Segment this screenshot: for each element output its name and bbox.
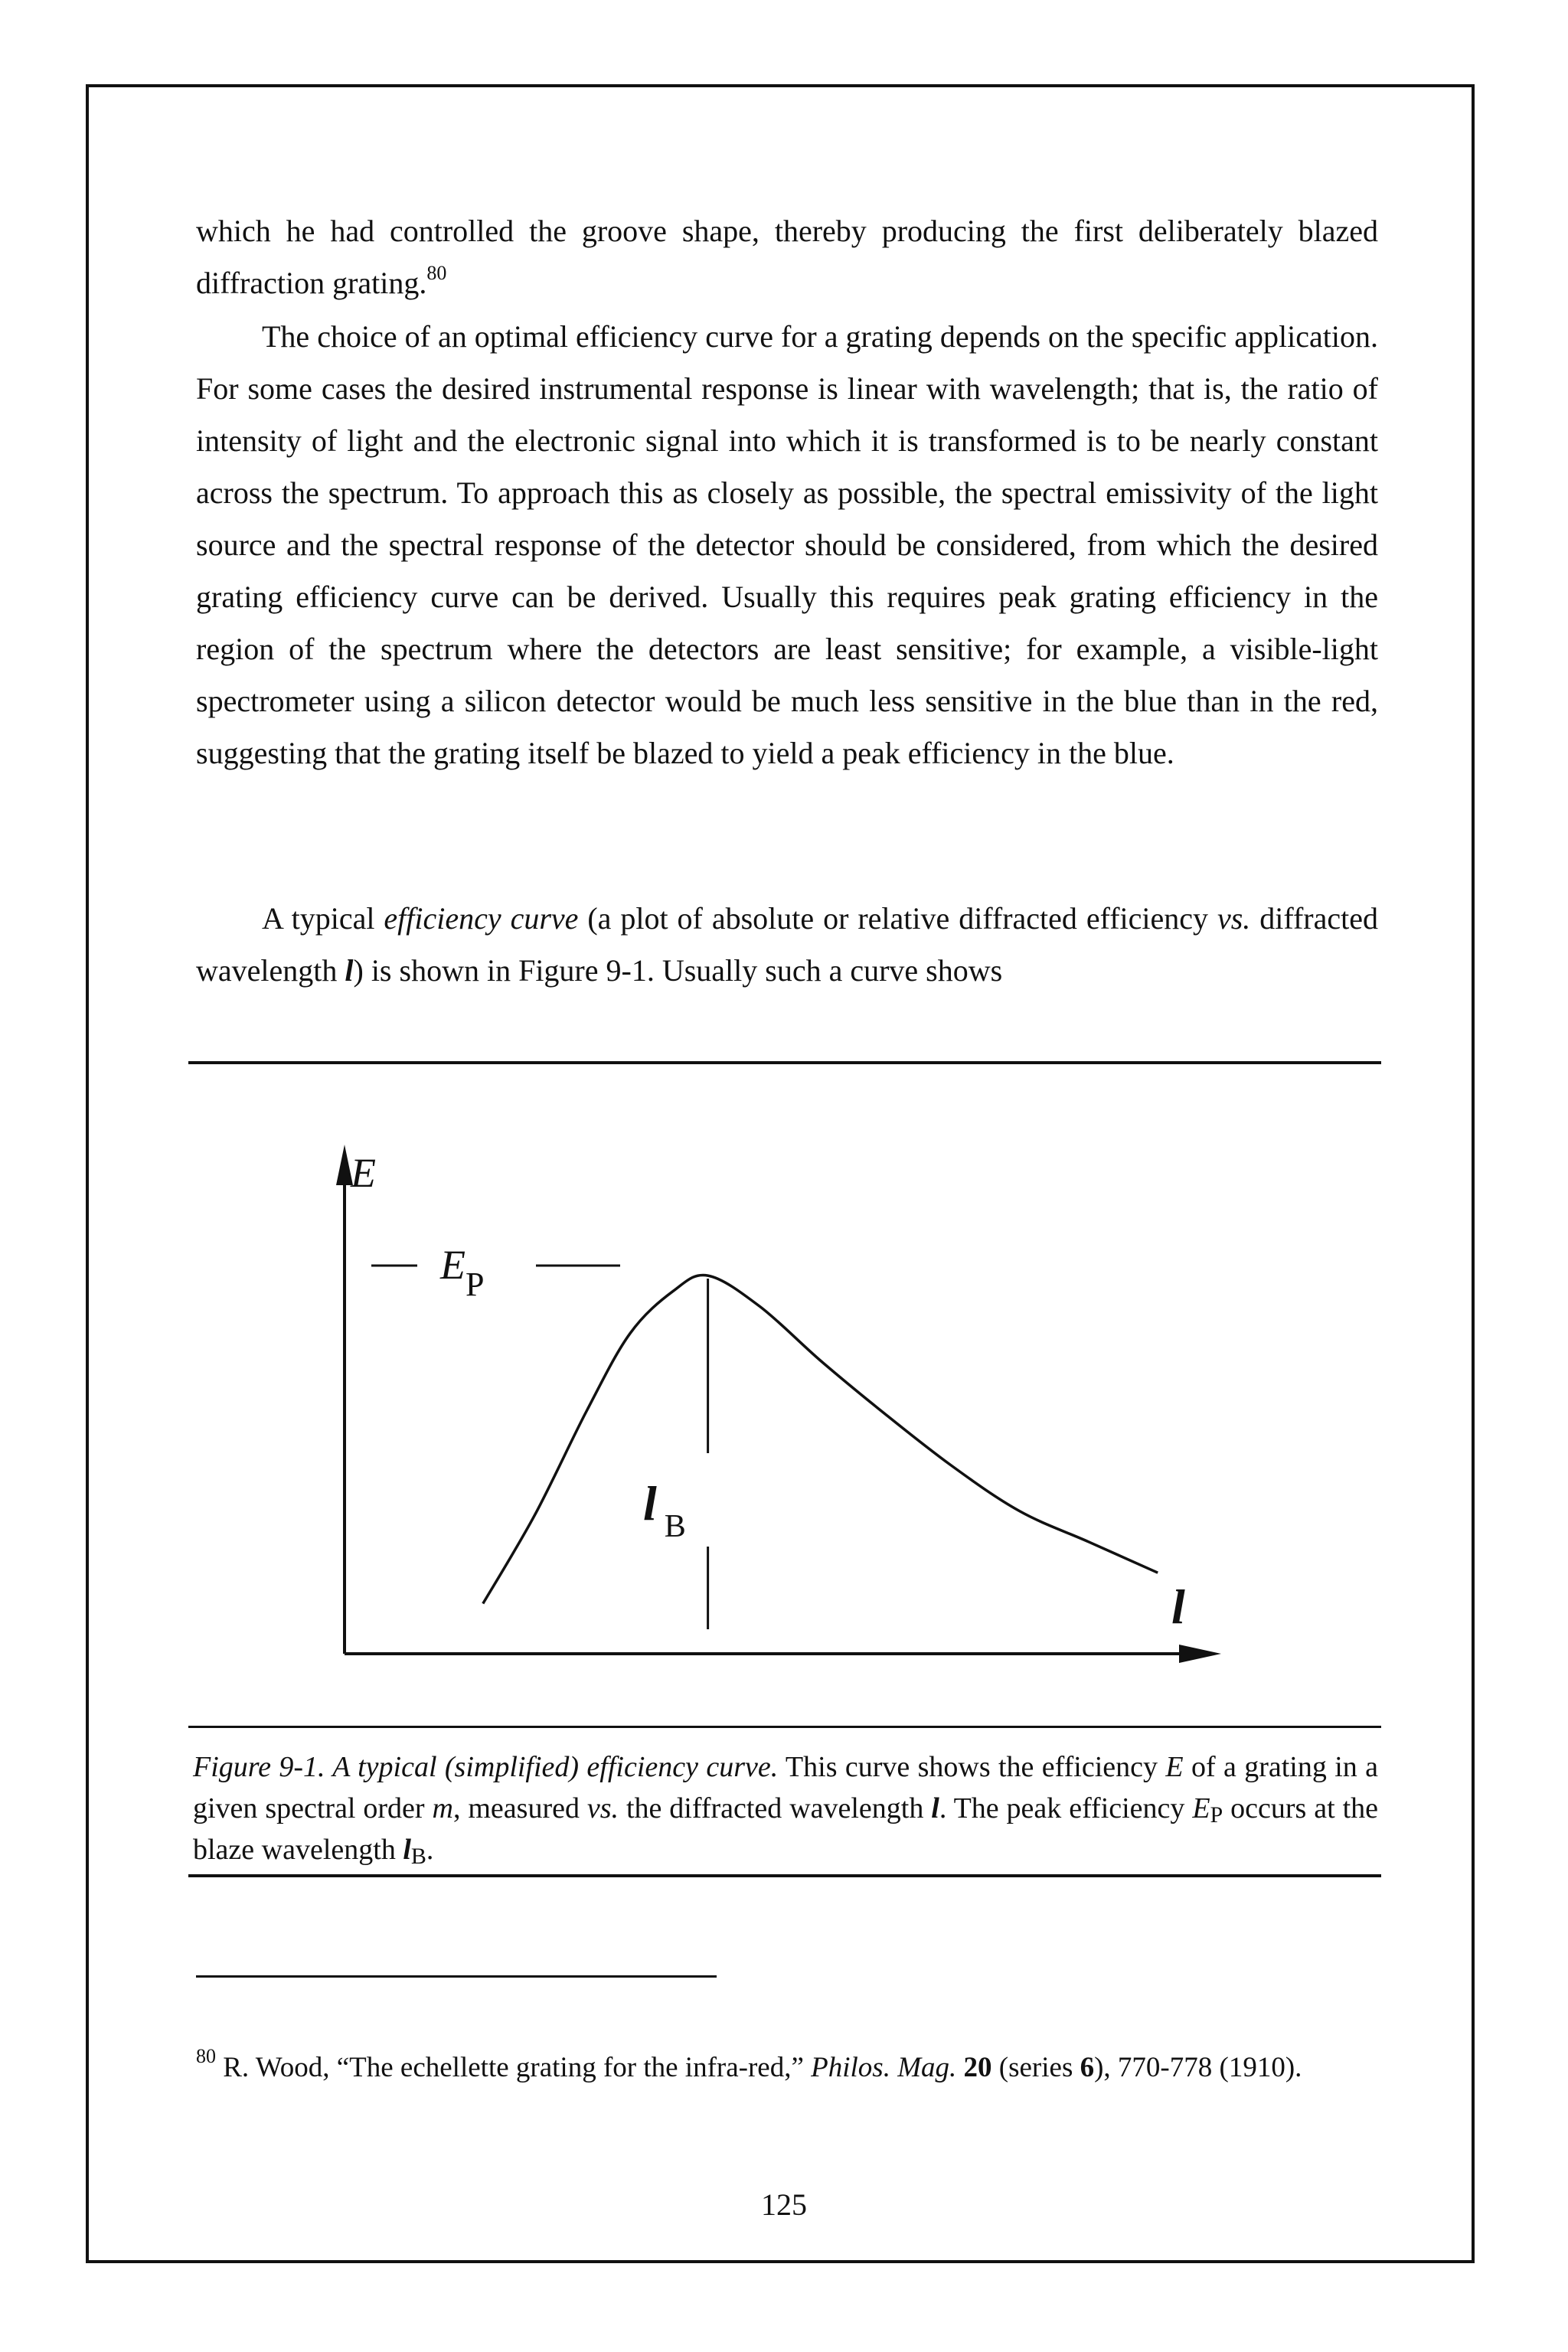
caption-divider	[188, 1726, 1381, 1728]
footnote-number: 80	[196, 2045, 216, 2067]
footnote-80: $^{80}$ R. Wood, “The echellette grating for the infra-red,” Philos. Mag. 20 (series 6), 770-778 (1910).	[196, 2045, 1302, 2083]
figure-caption: Figure 9-1. A typical (simplified) efficiency curve. This curve shows the efficiency E of a grating in a given spectral order m, measured vs. the diffracted wavelength l. The peak efficiency $E_P$ occurs at the blaze wavelength $l_B$.	[193, 1751, 1378, 1869]
footnote-ref: 80	[426, 262, 447, 284]
x-axis-label: l	[1171, 1579, 1185, 1634]
blaze-wavelength-label: l $_B$	[643, 1476, 686, 1544]
figure-top-rule	[188, 1061, 1381, 1064]
efficiency-curve-figure	[306, 1125, 1302, 1677]
y-axis-label: E	[351, 1150, 376, 1196]
figure-bottom-rule	[188, 1874, 1381, 1877]
paragraph-3: A typical efficiency curve (a plot of absolute or relative diffracted efficiency vs. diffracted wavelength l) is shown in Figure 9-1. Usually such a curve shows	[196, 901, 1378, 988]
x-axis-arrow	[1179, 1645, 1221, 1663]
efficiency-curve-term: efficiency curve	[384, 901, 579, 936]
efficiency-curve-line	[483, 1275, 1158, 1603]
footnote-separator	[196, 1975, 717, 1978]
lambda-symbol: l	[345, 953, 354, 988]
paragraph-1: which he had controlled the groove shape, thereby producing the first deliberately blazed diffraction grating.$^{80}$	[196, 214, 1378, 300]
paragraph-2: The choice of an optimal efficiency curve for a grating depends on the specific application. For some cases the desired instrumental response is linear with wavelength; that is, the ratio of intensity of light and the electronic signal into which it is transformed is to be nearly constant across the spectrum. To approach this as closely as possible, the spectral emissivity of the light source and the spectral response of the detector should be considered, from which the desired grating efficiency curve can be derived. Usually this requires peak grating efficiency in the region of the spectrum where the detectors are least sensitive; for example, a visible-light spectrometer using a silicon detector would be much less sensitive in the blue than in the red, suggesting that the grating itself be blazed to yield a peak efficiency in the blue.	[196, 319, 1378, 770]
page-number: 125	[761, 2187, 807, 2222]
caption-title: Figure 9-1. A typical (simplified) efficiency curve.	[193, 1751, 779, 1783]
peak-efficiency-label: $E_P$	[440, 1242, 485, 1303]
